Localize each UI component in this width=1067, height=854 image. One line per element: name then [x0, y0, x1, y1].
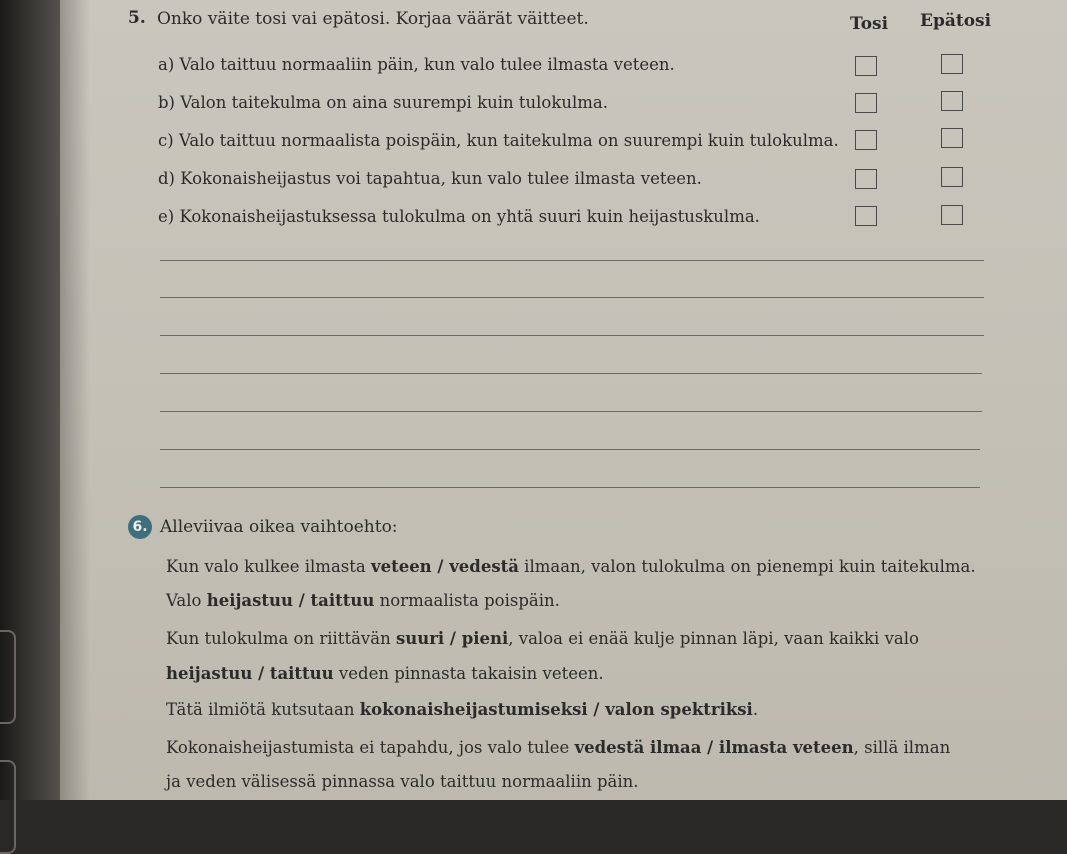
statement-d	[158, 169, 702, 188]
sentence-1	[166, 557, 976, 576]
answer-line[interactable]	[160, 297, 984, 298]
statement-a	[158, 55, 675, 74]
choice-options[interactable]: heijastuu / taittuu	[206, 591, 375, 610]
statement-letter: e)	[158, 207, 175, 226]
statement-letter: a)	[158, 55, 175, 74]
sentence-2	[166, 591, 560, 610]
statement-letter: d)	[158, 169, 175, 188]
worksheet-page	[60, 0, 1067, 800]
sentence-text: , valoa ei enää kulje pinnan läpi, vaan kaikki valo	[508, 629, 919, 648]
sentence-text: Kun valo kulkee ilmasta	[166, 557, 371, 576]
choice-options[interactable]: vedestä ilmaa / ilmasta veteen	[574, 738, 854, 757]
sentence-4	[166, 664, 604, 683]
sentence-6	[166, 738, 950, 757]
statement-letter: b)	[158, 93, 175, 112]
sentence-7: ja veden välisessä pinnassa valo taittuu normaaliin päin.	[166, 772, 639, 791]
statement-text: Kokonaisheijastus voi tapahtua, kun valo tulee ilmasta veteen.	[180, 169, 702, 188]
sentence-text: Kun tulokulma on riittävän	[166, 629, 396, 648]
sentence-text: veden pinnasta takaisin veteen.	[333, 664, 604, 683]
answer-line[interactable]	[160, 487, 980, 488]
checkbox-c-false[interactable]	[941, 128, 963, 148]
checkbox-e-false[interactable]	[941, 205, 963, 225]
sentence-text: Kokonaisheijastumista ei tapahdu, jos valo tulee	[166, 738, 575, 757]
statement-letter: c)	[158, 131, 174, 150]
checkbox-b-true[interactable]	[855, 93, 877, 113]
sentence-text: , sillä ilman	[853, 738, 951, 757]
choice-options[interactable]: heijastuu / taittuu	[166, 664, 334, 683]
answer-line[interactable]	[160, 335, 984, 336]
statement-text: Kokonaisheijastuksessa tulokulma on yhtä suuri kuin heijastuskulma.	[179, 207, 760, 226]
statement-text: Valon taitekulma on aina suurempi kuin tulokulma.	[180, 93, 608, 112]
checkbox-e-true[interactable]	[855, 206, 877, 226]
column-header-false: Epätosi	[920, 11, 992, 31]
checkbox-d-true[interactable]	[855, 169, 877, 189]
checkbox-c-true[interactable]	[855, 130, 877, 150]
choice-options[interactable]: kokonaisheijastumiseksi / valon spektriksi	[359, 700, 753, 719]
sentence-3	[166, 629, 919, 648]
question-5-prompt: Onko väite tosi vai epätosi. Korjaa väärät väitteet.	[157, 9, 589, 29]
statement-text: Valo taittuu normaaliin päin, kun valo tulee ilmasta veteen.	[179, 55, 675, 74]
binder-edge	[0, 0, 60, 800]
sentence-text: .	[752, 700, 759, 719]
statement-c	[158, 131, 839, 150]
question-6-prompt: Alleviivaa oikea vaihtoehto:	[160, 517, 398, 537]
sentence-text: Valo	[166, 591, 207, 610]
column-header-true: Tosi	[850, 14, 889, 34]
statement-e	[158, 207, 760, 226]
choice-options[interactable]: veteen / vedestä	[370, 557, 519, 576]
question-5-number: 5.	[128, 8, 146, 28]
sentence-text: normaalista poispäin.	[374, 591, 560, 610]
statement-b	[158, 93, 608, 112]
sentence-text: Tätä ilmiötä kutsutaan	[166, 700, 360, 719]
checkbox-a-false[interactable]	[941, 54, 963, 74]
answer-line[interactable]	[160, 411, 982, 412]
binder-ring	[0, 760, 16, 854]
statement-text: Valo taittuu normaalista poispäin, kun taitekulma on suurempi kuin tulokulma.	[178, 131, 839, 150]
checkbox-d-false[interactable]	[941, 167, 963, 187]
choice-options[interactable]: suuri / pieni	[395, 629, 509, 648]
answer-line[interactable]	[160, 449, 980, 450]
answer-line[interactable]	[160, 373, 982, 374]
sentence-text: ilmaan, valon tulokulma on pienempi kuin taitekulma.	[518, 557, 976, 576]
question-6-badge: 6.	[128, 515, 152, 539]
sentence-5	[166, 700, 758, 719]
checkbox-a-true[interactable]	[855, 56, 877, 76]
answer-line[interactable]	[160, 260, 984, 261]
binder-ring	[0, 630, 16, 724]
checkbox-b-false[interactable]	[941, 91, 963, 111]
